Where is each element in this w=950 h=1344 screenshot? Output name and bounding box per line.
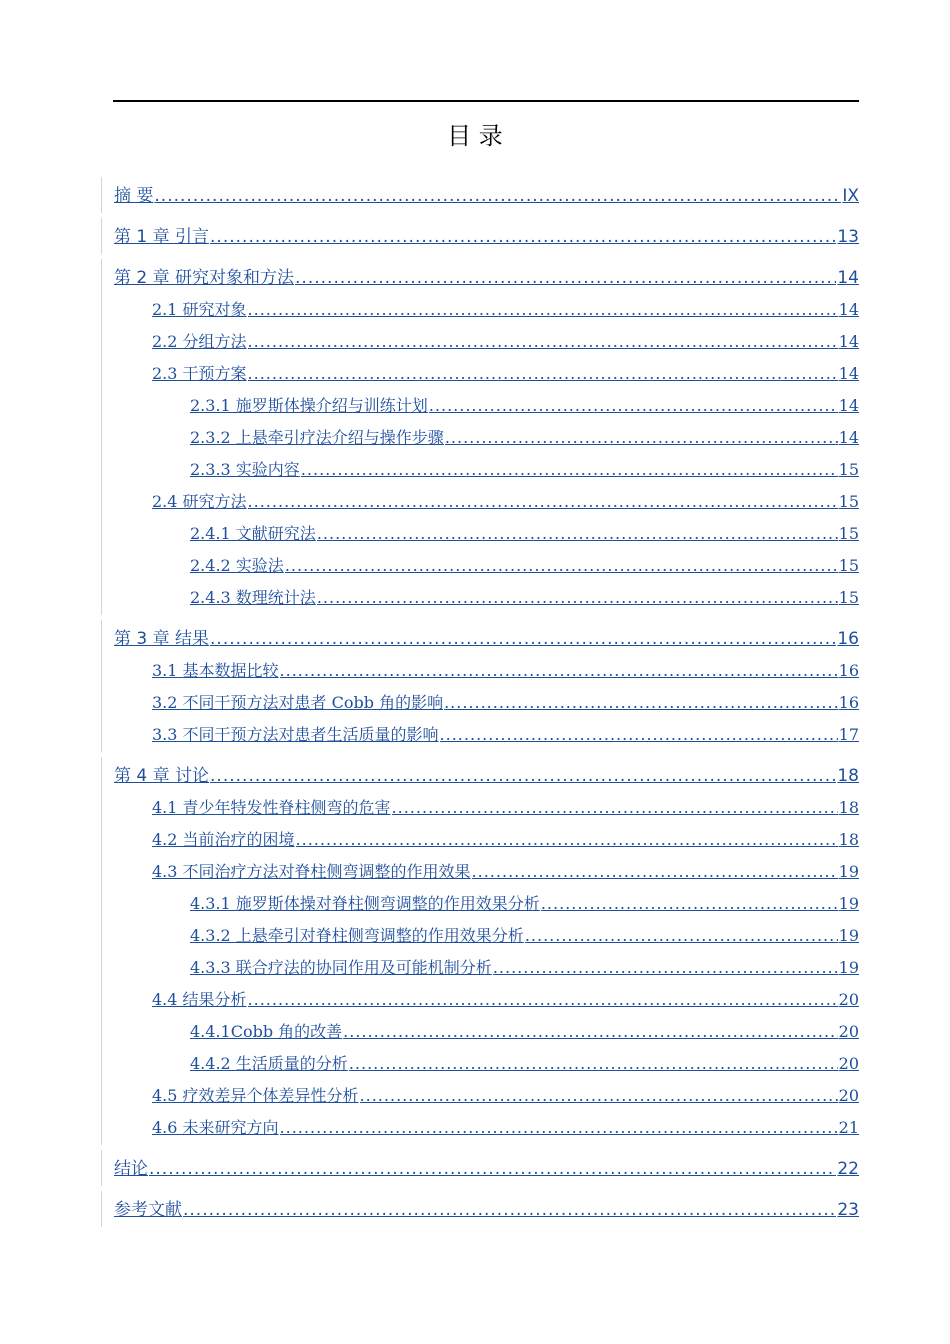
toc-entry-label: 2.3.1 施罗斯体操介绍与训练计划: [190, 396, 428, 415]
toc-leader-dots: [301, 459, 838, 481]
section-bar: [101, 1150, 102, 1186]
toc-entry[interactable]: [152, 363, 859, 385]
toc-leader-dots: [285, 555, 838, 577]
toc-entry[interactable]: [152, 797, 859, 819]
toc-entry[interactable]: [190, 395, 859, 417]
toc-entry-page: 15: [838, 556, 859, 575]
toc-entry-page: 18: [837, 766, 859, 786]
toc-entry-label: 第 4 章 讨论: [114, 766, 210, 786]
toc-leader-dots: [392, 797, 838, 819]
toc-leader-dots: [248, 331, 838, 353]
toc-leader-dots: [296, 829, 838, 851]
toc-entry[interactable]: [152, 1085, 859, 1107]
toc-entry[interactable]: [114, 267, 859, 289]
toc-leader-dots: [317, 587, 838, 609]
toc-entry-page: 21: [838, 1118, 859, 1137]
toc-entry[interactable]: [152, 331, 859, 353]
section-bar: [101, 218, 102, 254]
toc-entry-label: 第 3 章 结果: [114, 629, 210, 649]
toc-entry-page: 16: [838, 661, 859, 680]
toc-leader-dots: [525, 925, 838, 947]
toc-leader-dots: [210, 765, 836, 787]
header-rule: [113, 100, 859, 102]
toc-entry-page: 14: [838, 364, 859, 383]
toc-entry-label: 4.5 疗效差异个体差异性分析: [152, 1086, 359, 1105]
toc-entry-page: 15: [838, 588, 859, 607]
toc-entry[interactable]: [190, 427, 859, 449]
toc-entry[interactable]: [190, 1053, 859, 1075]
toc-entry-label: 4.4.2 生活质量的分析: [190, 1054, 348, 1073]
toc-entry-page: 13: [837, 227, 859, 247]
toc-entry-page: 22: [837, 1159, 859, 1179]
toc-entry-label: 2.4 研究方法: [152, 492, 247, 511]
toc-entry[interactable]: [114, 765, 859, 787]
toc-entry-label: 2.4.1 文献研究法: [190, 524, 316, 543]
toc-entry-label: 3.3 不同干预方法对患者生活质量的影响: [152, 725, 439, 744]
toc-entry-label: 3.1 基本数据比较: [152, 661, 279, 680]
toc-entry-page: 14: [838, 332, 859, 351]
section-bar: [101, 757, 102, 1145]
toc-entry[interactable]: [114, 1158, 859, 1180]
toc-entry-label: 4.3 不同治疗方法对脊柱侧弯调整的作用效果: [152, 862, 471, 881]
toc-entry-label: 4.4 结果分析: [152, 990, 247, 1009]
toc-entry-page: 19: [838, 894, 859, 913]
toc-entry-page: 19: [838, 862, 859, 881]
toc-entry[interactable]: [152, 660, 859, 682]
toc-entry[interactable]: [190, 523, 859, 545]
toc-entry[interactable]: [152, 299, 859, 321]
section-bar: [101, 259, 102, 615]
toc-entry[interactable]: [152, 724, 859, 746]
toc-entry-page: 19: [838, 926, 859, 945]
toc-entry[interactable]: [190, 925, 859, 947]
toc-entry-page: 17: [838, 725, 859, 744]
toc-entry-label: 2.2 分组方法: [152, 332, 247, 351]
toc-entry-label: 4.3.1 施罗斯体操对脊柱侧弯调整的作用效果分析: [190, 894, 540, 913]
toc-leader-dots: [349, 1053, 838, 1075]
toc-entry[interactable]: [152, 861, 859, 883]
toc-entry[interactable]: [190, 459, 859, 481]
toc-entry-page: 14: [838, 300, 859, 319]
toc-entry-page: 14: [838, 396, 859, 415]
toc-leader-dots: [445, 427, 838, 449]
toc-entry-label: 2.1 研究对象: [152, 300, 247, 319]
toc-entry-page: 15: [838, 460, 859, 479]
section-bar: [101, 177, 102, 213]
toc-entry-label: 参考文献: [114, 1200, 182, 1220]
toc-entry-label: 4.6 未来研究方向: [152, 1118, 279, 1137]
toc-entry-label: 4.2 当前治疗的困境: [152, 830, 295, 849]
toc-leader-dots: [248, 491, 838, 513]
section-bar: [101, 620, 102, 752]
toc-entry[interactable]: [152, 692, 859, 714]
toc-entry-page: 20: [838, 1086, 859, 1105]
toc-leader-dots: [149, 1158, 836, 1180]
toc-entry[interactable]: [190, 893, 859, 915]
toc-leader-dots: [541, 893, 838, 915]
toc-entry-label: 结论: [114, 1159, 148, 1179]
toc-leader-dots: [343, 1021, 837, 1043]
toc-leader-dots: [429, 395, 838, 417]
toc-entry-label: 第 2 章 研究对象和方法: [114, 268, 295, 288]
section-bar: [101, 1191, 102, 1227]
toc-entry-label: 2.4.3 数理统计法: [190, 588, 316, 607]
toc-leader-dots: [248, 299, 838, 321]
toc-entry-page: IX: [842, 186, 859, 206]
toc-leader-dots: [154, 185, 841, 207]
toc-entry-label: 2.3 干预方案: [152, 364, 247, 383]
toc-entry[interactable]: [190, 957, 859, 979]
toc-entry-page: 20: [838, 1054, 859, 1073]
toc-entry-page: 23: [837, 1200, 859, 1220]
toc-entry-label: 4.1 青少年特发性脊柱侧弯的危害: [152, 798, 391, 817]
toc-entry-page: 18: [838, 830, 859, 849]
toc-leader-dots: [280, 1117, 838, 1139]
toc-entry[interactable]: [114, 1199, 859, 1221]
toc-entry-page: 14: [838, 428, 859, 447]
toc-entry-label: 摘 要: [114, 186, 154, 206]
toc-entry[interactable]: [152, 989, 859, 1011]
toc-entry[interactable]: [114, 628, 859, 650]
toc-leader-dots: [210, 628, 836, 650]
toc-leader-dots: [444, 692, 838, 714]
toc-entry[interactable]: [190, 587, 859, 609]
toc-entry-page: 20: [838, 1022, 859, 1041]
toc-entry-page: 19: [838, 958, 859, 977]
toc-entry-page: 18: [838, 798, 859, 817]
toc-entry[interactable]: [190, 1021, 859, 1043]
toc-leader-dots: [493, 957, 838, 979]
toc-entry[interactable]: [114, 185, 859, 207]
page-title: 目 录: [447, 122, 503, 150]
toc-leader-dots: [183, 1199, 836, 1221]
toc-leader-dots: [210, 226, 836, 248]
toc-entry-label: 2.3.3 实验内容: [190, 460, 300, 479]
toc-entry-page: 20: [838, 990, 859, 1009]
toc-entry-label: 第 1 章 引言: [114, 227, 210, 247]
toc-leader-dots: [440, 724, 838, 746]
toc-entry-label: 3.2 不同干预方法对患者 Cobb 角的影响: [152, 693, 444, 712]
toc-entry-label: 2.4.2 实验法: [190, 556, 284, 575]
toc-entry-label: 4.4.1Cobb 角的改善: [190, 1022, 343, 1041]
toc-entry-label: 4.3.2 上悬牵引对脊柱侧弯调整的作用效果分析: [190, 926, 524, 945]
toc-leader-dots: [280, 660, 838, 682]
toc-leader-dots: [317, 523, 838, 545]
toc-entry-label: 4.3.3 联合疗法的协同作用及可能机制分析: [190, 958, 492, 977]
toc-entry[interactable]: [152, 829, 859, 851]
toc-entry[interactable]: [152, 1117, 859, 1139]
toc-leader-dots: [472, 861, 838, 883]
toc-entry-label: 2.3.2 上悬牵引疗法介绍与操作步骤: [190, 428, 444, 447]
toc-entry[interactable]: [152, 491, 859, 513]
toc-entry-page: 16: [837, 629, 859, 649]
toc-entry-page: 14: [837, 268, 859, 288]
toc-entry-page: 16: [838, 693, 859, 712]
toc-entry[interactable]: [114, 226, 859, 248]
toc-leader-dots: [248, 989, 838, 1011]
toc-leader-dots: [248, 363, 838, 385]
toc-entry[interactable]: [190, 555, 859, 577]
toc-leader-dots: [295, 267, 836, 289]
toc-leader-dots: [360, 1085, 838, 1107]
toc-entry-page: 15: [838, 524, 859, 543]
toc-entry-page: 15: [838, 492, 859, 511]
